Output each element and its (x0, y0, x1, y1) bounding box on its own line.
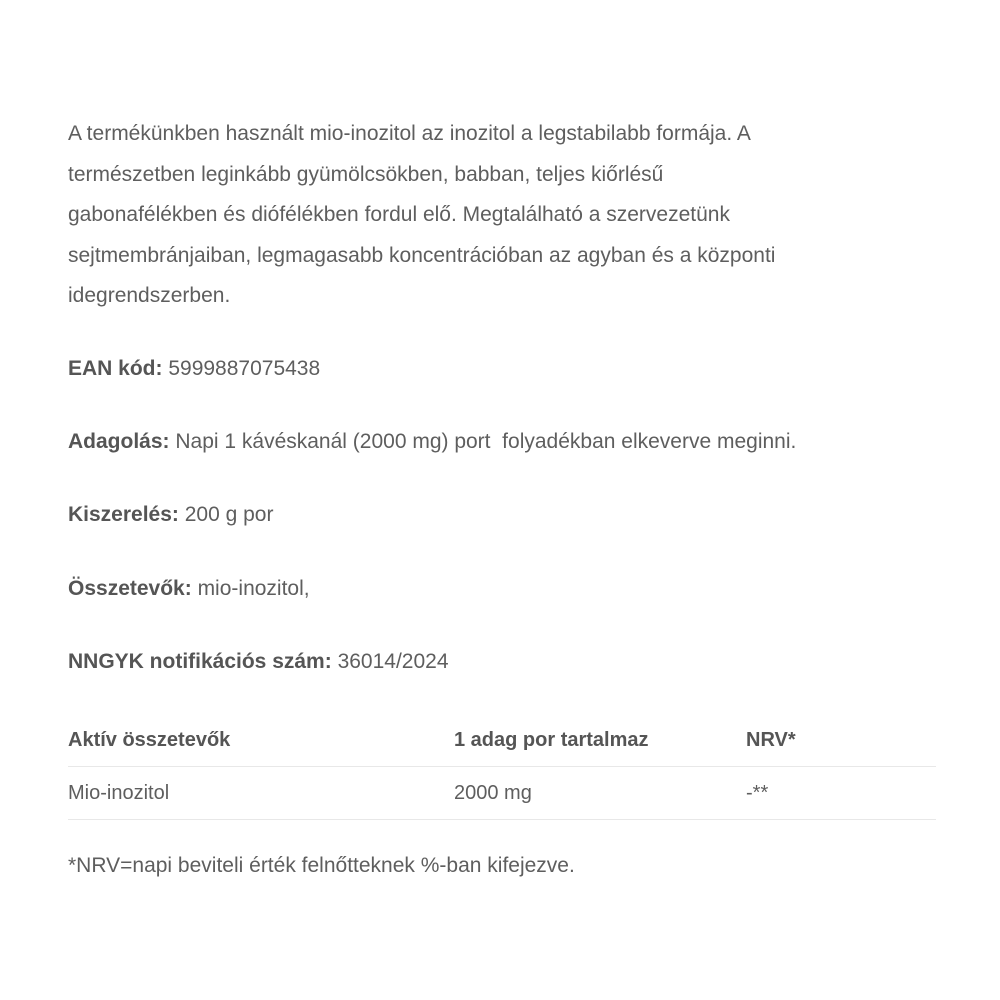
header-per-serving: 1 adag por tartalmaz (454, 714, 746, 767)
header-active-ingredients: Aktív összetevők (68, 714, 454, 767)
ean-value: 5999887075438 (162, 357, 321, 380)
table-row (68, 767, 936, 820)
description-line: természetben leginkább gyümölcsökben, babban, teljes kiőrlésű (68, 162, 664, 186)
package-label: Kiszerelés: (68, 503, 179, 526)
table-header-row (68, 714, 936, 767)
nngyk-label: NNGYK notifikációs szám: (68, 650, 332, 673)
active-ingredients-table (68, 714, 936, 820)
ingredients (68, 575, 310, 603)
ean-label: EAN kód: (68, 357, 163, 380)
nngyk-value: 36014/2024 (331, 650, 449, 673)
dosage-value: Napi 1 kávéskanál (2000 mg) port folyadékban elkeverve meginni. (169, 430, 797, 453)
dosage-label: Adagolás: (68, 430, 170, 453)
product-description (68, 114, 936, 317)
description-line: gabonafélékben és diófélékben fordul elő. Megtalálható a szervezetünk (68, 203, 730, 226)
cell-amount: 2000 mg (454, 767, 746, 820)
nngyk-number (68, 648, 449, 676)
ingredients-label: Összetevők: (68, 577, 192, 600)
description-line: sejtmembránjaiban, legmagasabb koncentrációban az agyban és a központi (68, 243, 776, 267)
description-line: idegrendszerben. (68, 284, 231, 307)
cell-ingredient: Mio-inozitol (68, 767, 454, 820)
package-size (68, 501, 273, 529)
ean-code (68, 355, 320, 383)
description-line: A termékünkben használt mio-inozitol az inozitol a legstabilabb formája. A (68, 122, 751, 145)
package-value: 200 g por (178, 503, 274, 526)
product-details (68, 114, 936, 877)
nrv-footnote: *NRV=napi beviteli érték felnőtteknek %-ban kifejezve. (68, 854, 575, 877)
ingredients-value: mio-inozitol, (191, 577, 310, 600)
header-nrv: NRV* (746, 714, 936, 767)
dosage (68, 428, 796, 456)
cell-nrv: -** (746, 767, 936, 820)
